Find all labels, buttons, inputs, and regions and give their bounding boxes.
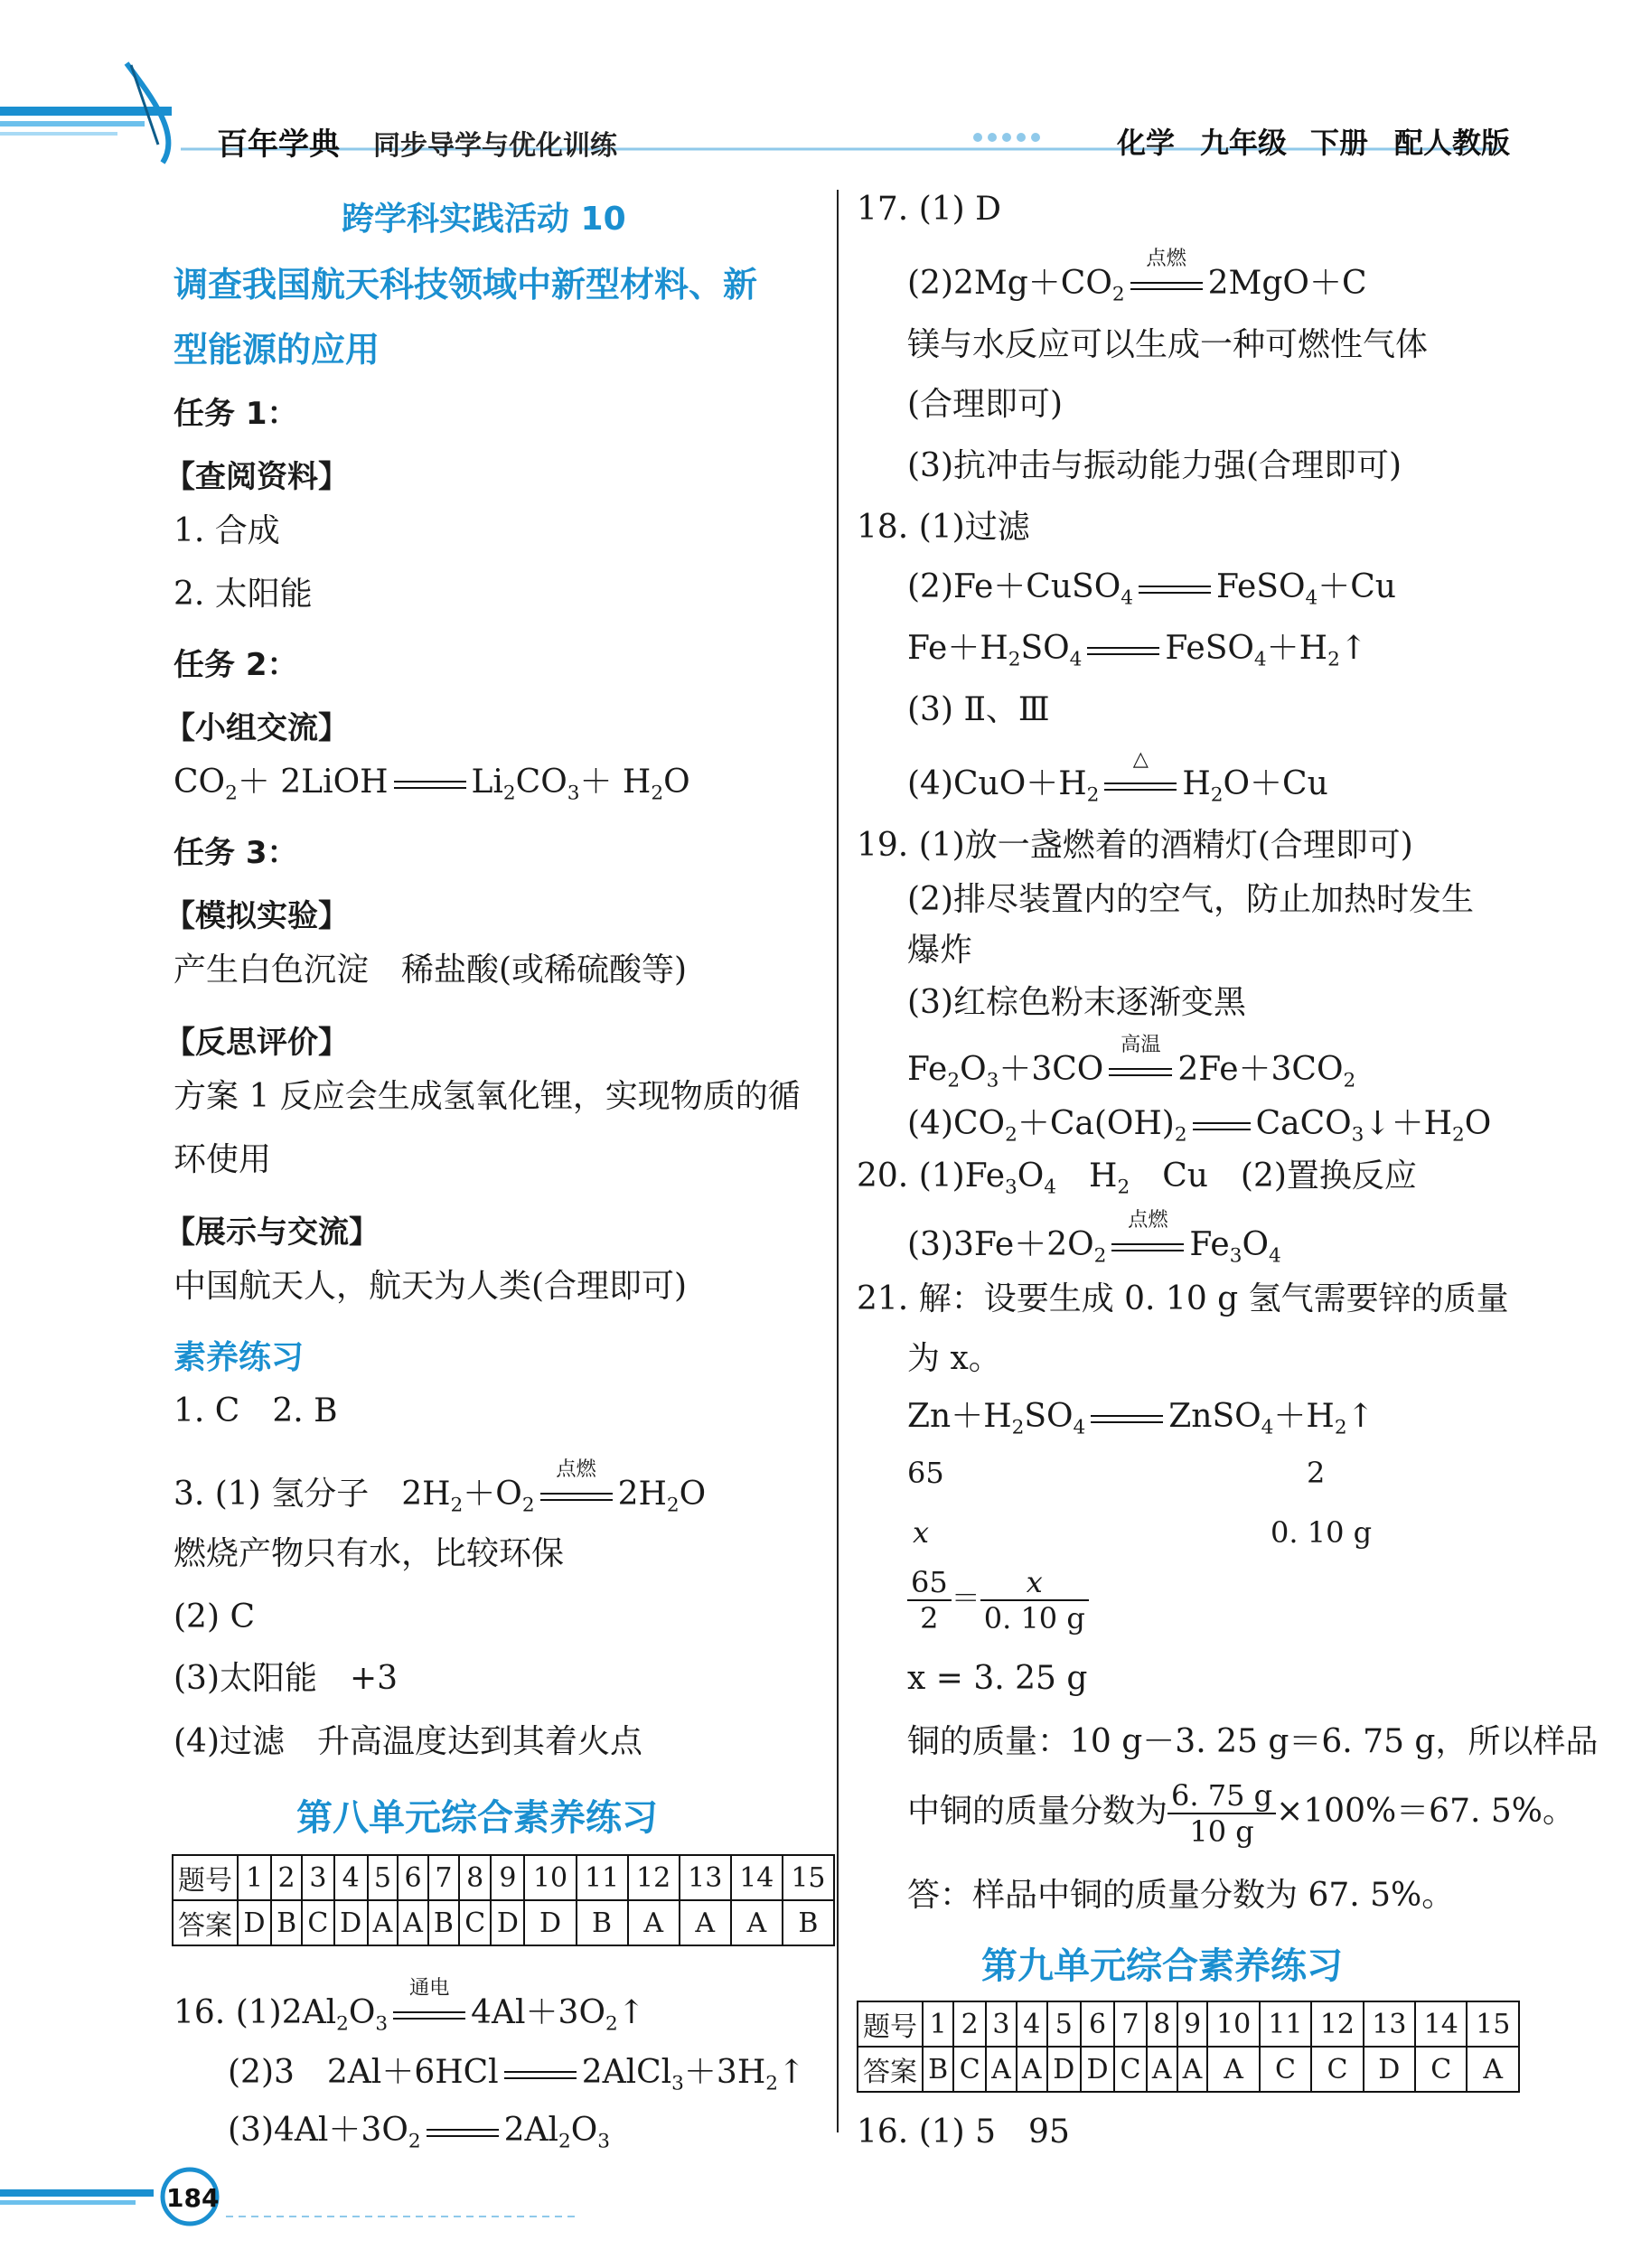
reflect-answer-line2: 环使用 xyxy=(173,1141,272,1178)
answer-cell: C xyxy=(1311,2047,1363,2092)
row-label: 答案 xyxy=(173,1900,238,1945)
page-header xyxy=(0,0,1641,181)
question-number-cell: 13 xyxy=(1364,2001,1415,2047)
q17-note-1: 镁与水反应可以生成一种可燃性气体 xyxy=(907,326,1429,363)
question-number-cell: 11 xyxy=(577,1855,628,1900)
q17-1: 17. (1) D xyxy=(857,191,1001,228)
q16-2: (2)3 2Al＋6HCl $2AlCl_3+3H_2↑$ xyxy=(228,2054,806,2095)
reflect-answer-line1: 方案 1 反应会生成氢氧化锂，实现物质的循 xyxy=(173,1078,801,1115)
answer-cell: D xyxy=(491,1900,524,1945)
group-heading: 【小组交流】 xyxy=(164,710,349,746)
answer-cell: A xyxy=(368,1900,399,1945)
q21-line2: 为 x。 xyxy=(907,1340,1001,1377)
question-number-cell: 3 xyxy=(986,2001,1017,2047)
question-number-cell: 15 xyxy=(1467,2001,1519,2047)
answer-cell: B xyxy=(428,1900,459,1945)
q21-equation: $Zn+H_2SO_4$ $ZnSO_4+H_2↑$ xyxy=(907,1398,1374,1439)
question-number-cell: 4 xyxy=(1017,2001,1047,2047)
lookup-answer-2: 2. 太阳能 xyxy=(173,576,313,613)
q21-010: 0. 10 g xyxy=(1271,1515,1373,1550)
answer-cell: C xyxy=(1114,2047,1147,2092)
question-number-cell: 5 xyxy=(368,1855,399,1900)
answer-cell: C xyxy=(1260,2047,1311,2092)
answer-cell: C xyxy=(459,1900,491,1945)
simulate-heading: 【模拟实验】 xyxy=(164,898,349,934)
q21-line1: 21. 解：设要生成 0. 10 g 氢气需要锌的质量 xyxy=(857,1280,1509,1317)
q16-3: $(3)4Al+3O_2$ $2Al_2O_3$ xyxy=(228,2112,611,2153)
answer-cell: A xyxy=(628,1900,680,1945)
question-number-cell: 2 xyxy=(271,1855,302,1900)
table-row xyxy=(858,2047,1519,2092)
answer-cell: D xyxy=(524,1900,576,1945)
answer-cell: C xyxy=(1415,2047,1467,2092)
question-number-cell: 6 xyxy=(398,1855,428,1900)
task-2-label: 任务 2： xyxy=(173,647,298,683)
answer-cell: A xyxy=(680,1900,731,1945)
question-number-cell: 15 xyxy=(783,1855,834,1900)
q21-answer: 答：样品中铜的质量分数为 67. 5%。 xyxy=(907,1877,1455,1914)
q17-2-equation: $(2)2Mg+CO_2$ 点燃 2MgO＋C xyxy=(907,246,1367,306)
answer-cell: D xyxy=(1047,2047,1081,2092)
q21-proportion: $\frac{65}{2}$ ＝ $\frac{x}{0. 10 g}$ xyxy=(907,1565,1089,1635)
q21-cu-line2: 中铜的质量分数为 $\frac{6. 75 g}{10 g}$ ×100%＝67. 5%。 xyxy=(907,1778,1575,1849)
question-number-cell: 12 xyxy=(1311,2001,1363,2047)
answer-cell: D xyxy=(334,1900,368,1945)
activity-topic-line1: 调查我国航天科技领域中新型材料、新 xyxy=(173,265,758,305)
q18-3: (3) Ⅱ、Ⅲ xyxy=(907,691,1050,728)
answer-cell: A xyxy=(1207,2047,1259,2092)
q21-result: x = 3. 25 g xyxy=(907,1660,1088,1697)
q21-x: x xyxy=(913,1515,930,1550)
practice-3-prefix: 3. (1) 氢分子 xyxy=(173,1476,370,1513)
q21-cu-line1: 铜的质量：10 g－3. 25 g＝6. 75 g，所以样品 xyxy=(907,1723,1599,1760)
question-number-cell: 11 xyxy=(1260,2001,1311,2047)
task-3-label: 任务 3： xyxy=(173,835,298,871)
q19-2a: (2)排尽装置内的空气，防止加热时发生 xyxy=(907,881,1474,918)
question-number-cell: 13 xyxy=(680,1855,731,1900)
question-number-cell: 7 xyxy=(1114,2001,1147,2047)
question-number-cell: 2 xyxy=(953,2001,986,2047)
practice-3-1: 3. (1) 氢分子 $2H_2+O_2$ 点燃 $2H_2O$ xyxy=(173,1457,707,1517)
question-number-cell: 8 xyxy=(1147,2001,1177,2047)
q17-note-2: (合理即可) xyxy=(907,386,1064,423)
practice-3-3: (3)太阳能 +3 xyxy=(173,1660,399,1697)
q19-3-equation: $Fe_2O_3+3CO$ 高温 $2Fe+3CO_2$ xyxy=(907,1032,1356,1092)
answer-cell: A xyxy=(1017,2047,1047,2092)
q18-1: 18. (1)过滤 xyxy=(857,509,1030,546)
q21-cu2-suffix: ×100%＝67. 5%。 xyxy=(1276,1793,1575,1830)
question-number-cell: 9 xyxy=(1177,2001,1208,2047)
question-number-cell: 6 xyxy=(1081,2001,1114,2047)
answer-cell: D xyxy=(1364,2047,1415,2092)
question-number-cell: 12 xyxy=(628,1855,680,1900)
q19-3: (3)红棕色粉末逐渐变黑 xyxy=(907,984,1246,1021)
q16-right-1: 16. (1) 5 95 xyxy=(857,2113,1070,2151)
unit8-title: 第八单元综合素养练习 xyxy=(296,1797,658,1839)
q20-1: 20. $(1)Fe_3O_4$ $H_2$ Cu (2)置换反应 xyxy=(857,1157,1417,1199)
lookup-heading: 【查阅资料】 xyxy=(164,459,349,495)
q16-2-prefix: (2)3 xyxy=(228,2054,295,2091)
q21-cu2-prefix: 中铜的质量分数为 xyxy=(907,1793,1168,1830)
practice-3-2: (2) C xyxy=(173,1598,255,1635)
question-number-cell: 5 xyxy=(1047,2001,1081,2047)
question-number-cell: 9 xyxy=(491,1855,524,1900)
answer-cell: B xyxy=(577,1900,628,1945)
row-label: 答案 xyxy=(858,2047,923,2092)
book-title: 百年学典 xyxy=(217,127,340,163)
answer-cell: C xyxy=(953,2047,986,2092)
question-number-cell: 1 xyxy=(238,1855,271,1900)
answer-cell: A xyxy=(1147,2047,1177,2092)
answer-cell: A xyxy=(398,1900,428,1945)
edition-label: 配人教版 xyxy=(1394,126,1511,160)
q19-2b: 爆炸 xyxy=(907,932,973,969)
answer-cell: C xyxy=(302,1900,333,1945)
volume-label: 下册 xyxy=(1310,126,1369,160)
q19-1: 19. (1)放一盏燃着的酒精灯(合理即可) xyxy=(857,827,1413,864)
question-number-cell: 14 xyxy=(731,1855,783,1900)
answer-cell: D xyxy=(1081,2047,1114,2092)
show-answer: 中国航天人，航天为人类(合理即可) xyxy=(173,1268,688,1305)
row-label: 题号 xyxy=(173,1855,238,1900)
answer-cell: D xyxy=(238,1900,271,1945)
book-subtitle: 同步导学与优化训练 xyxy=(373,130,617,162)
answer-cell: A xyxy=(986,2047,1017,2092)
practice-1-2: 1. C 2. B xyxy=(173,1392,338,1429)
answer-cell: B xyxy=(271,1900,302,1945)
lookup-answer-1: 1. 合成 xyxy=(173,512,280,549)
answer-cell: B xyxy=(923,2047,953,2092)
q19-4-equation: $(4)CO_2+Ca(OH)_2$ $CaCO_3↓+H_2O$ xyxy=(907,1105,1492,1147)
unit9-answer-table xyxy=(857,2001,1520,2093)
answer-cell: A xyxy=(731,1900,783,1945)
table-row xyxy=(173,1900,834,1945)
answer-cell: A xyxy=(1467,2047,1519,2092)
q18-4-equation: $(4)CuO+H_2$ △ $H_2O+Cu$ xyxy=(907,746,1328,807)
task-1-label: 任务 1： xyxy=(173,396,298,432)
answer-cell: B xyxy=(783,1900,834,1945)
unit8-answer-table xyxy=(172,1854,835,1946)
activity-topic-line2: 型能源的应用 xyxy=(173,330,380,370)
reflect-heading: 【反思评价】 xyxy=(164,1025,349,1061)
lioh-equation: $CO_2+$ 2LiOH $Li_2CO_3+ H_2O$ xyxy=(173,764,690,805)
q17-3: (3)抗冲击与振动能力强(合理即可) xyxy=(907,447,1402,484)
simulate-answer: 产生白色沉淀 稀盐酸(或稀硫酸等) xyxy=(173,951,688,989)
practice-3-note: 燃烧产物只有水，比较环保 xyxy=(173,1535,565,1572)
row-label: 题号 xyxy=(858,2001,923,2047)
answer-cell: A xyxy=(1177,2047,1208,2092)
question-number-cell: 1 xyxy=(923,2001,953,2047)
subject-label: 化学 xyxy=(1117,126,1176,160)
show-heading: 【展示与交流】 xyxy=(164,1214,380,1251)
column-divider xyxy=(837,190,839,2132)
page-number: 184 xyxy=(166,2183,220,2213)
q18-2-equation-a: (2)Fe＋CuSO$_4$ FeSO$_4$＋Cu xyxy=(907,568,1396,610)
activity-title: 跨学科实践活动 10 xyxy=(342,201,626,238)
question-number-cell: 8 xyxy=(459,1855,491,1900)
q16-1: 16. $(1)2Al_2O_3$ 通电 $4Al+3O_2↑$ xyxy=(173,1975,645,2036)
grade-label: 九年级 xyxy=(1200,126,1288,160)
q20-2: (2)置换反应 xyxy=(1240,1157,1417,1195)
table-row xyxy=(858,2001,1519,2047)
q18-2-equation-b: $Fe+H_2SO_4$ $FeSO_4+H_2↑$ xyxy=(907,630,1367,671)
question-number-cell: 3 xyxy=(302,1855,333,1900)
q21-65: 65 xyxy=(907,1456,944,1490)
question-number-cell: 14 xyxy=(1415,2001,1467,2047)
question-number-cell: 4 xyxy=(334,1855,368,1900)
question-number-cell: 10 xyxy=(1207,2001,1259,2047)
footer-decoration xyxy=(0,2164,633,2236)
q21-2: 2 xyxy=(1307,1456,1326,1490)
question-number-cell: 10 xyxy=(524,1855,576,1900)
table-row xyxy=(173,1855,834,1900)
question-number-cell: 7 xyxy=(428,1855,459,1900)
practice-3-4: (4)过滤 升高温度达到其着火点 xyxy=(173,1723,642,1760)
unit9-title: 第九单元综合素养练习 xyxy=(981,1945,1343,1987)
q20-3-equation: $(3)3Fe+2O_2$ 点燃 $Fe_3O_4$ xyxy=(907,1207,1281,1268)
practice-heading: 素养练习 xyxy=(173,1339,305,1376)
